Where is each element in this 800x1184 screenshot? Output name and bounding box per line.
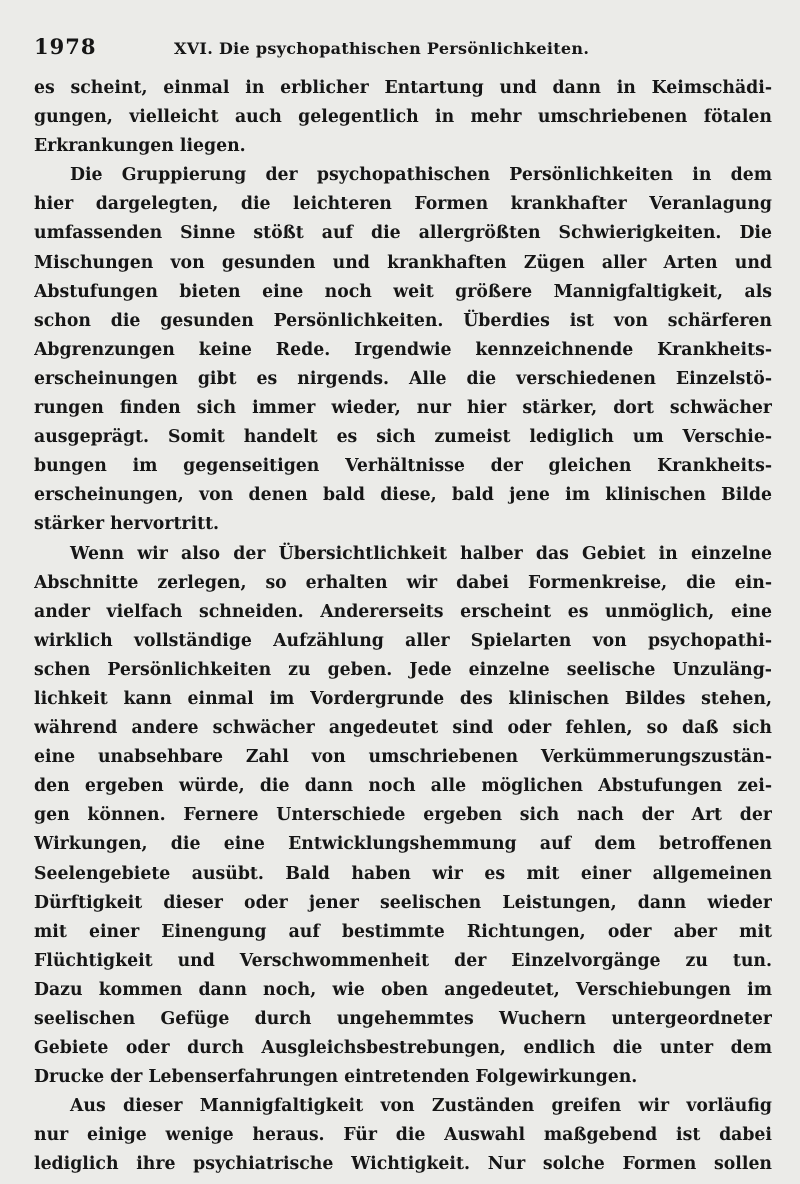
text-line: schon die gesunden Persönlichkeiten. Überdies ist von schärferen [34,310,772,331]
text-line: Abschnitte zerlegen, so erhalten wir dabei Formenkreise, die ein- [34,572,772,593]
text-line: Abgrenzungen keine Rede. Irgendwie kennzeichnende Krankheits- [34,339,772,360]
text-line: umfassenden Sinne stößt auf die allergrößten Schwierigkeiten. Die [34,223,772,244]
page-number: 1978 [34,34,97,59]
text-line: eine unabsehbare Zahl von umschriebenen Verkümmerungszustän- [34,747,772,768]
text-line: Gebiete oder durch Ausgleichsbestrebungen, endlich die unter dem [34,1038,772,1059]
text-line: schen Persönlichkeiten zu geben. Jede einzelne seelische Unzuläng- [34,659,772,680]
text-line: Flüchtigkeit und Verschwommenheit der Einzelvorgänge zu tun. [34,950,772,971]
text-line: während andere schwächer angedeutet sind oder fehlen, so daß sich [34,718,772,739]
text-line: rungen finden sich immer wieder, nur hier stärker, dort schwächer [34,398,772,419]
text-line: gungen, vielleicht auch gelegentlich in mehr umschriebenen fötalen [34,107,772,128]
text-line: ander vielfach schneiden. Andererseits erscheint es unmöglich, eine [34,601,772,622]
text-line: Mischungen von gesunden und krankhaften Zügen aller Arten und [34,252,772,273]
text-line: es scheint, einmal in erblicher Entartung und dann in Keimschädi- [34,78,772,98]
text-line: den ergeben würde, die dann noch alle möglichen Abstufungen zei- [34,776,772,797]
text-line: lichkeit kann einmal im Vordergrunde des klinischen Bildes stehen, [34,688,772,709]
text-line: gen können. Fernere Unterschiede ergeben sich nach der Art der [34,805,772,826]
paragraph-start-line: Aus dieser Mannigfaltigkeit von Zuständen greifen wir vorläufig [70,1096,772,1117]
text-line: hier dargelegten, die leichteren Formen krankhafter Veranlagung [34,194,772,215]
text-line: Erkrankungen liegen. [34,136,246,157]
text-line: Abstufungen bieten eine noch weit größere Mannigfaltigkeit, als [34,281,772,302]
page-header [34,34,772,74]
text-line: bungen im gegenseitigen Verhältnisse der gleichen Krankheits- [34,456,772,477]
text-line: wirklich vollständige Aufzählung aller Spielarten von psychopathi- [34,630,772,651]
text-line: Seelengebiete ausübt. Bald haben wir es mit einer allgemeinen [34,863,772,884]
text-line: nur einige wenige heraus. Für die Auswahl maßgebend ist dabei [34,1125,772,1146]
text-line: seelischen Gefüge durch ungehemmtes Wuchern untergeordneter [34,1009,772,1029]
text-line: mit einer Einengung auf bestimmte Richtungen, oder aber mit [34,921,772,942]
body-text [34,74,772,1180]
text-line: Wirkungen, die eine Entwicklungshemmung auf dem betroffenen [34,834,772,855]
text-line: erscheinungen gibt es nirgends. Alle die verschiedenen Einzelstö- [34,368,772,389]
text-line: ausgeprägt. Somit handelt es sich zumeist lediglich um Verschie- [34,427,772,448]
text-line: Drucke der Lebenserfahrungen eintretenden Folgewirkungen. [34,1067,638,1088]
running-title: XVI. Die psychopathischen Persönlichkeiten. [174,39,590,58]
text-line: Dürftigkeit dieser oder jener seelischen Leistungen, dann wieder [34,892,772,913]
text-line: lediglich ihre psychiatrische Wichtigkeit. Nur solche Formen sollen [34,1154,772,1175]
paragraph-start-line: Wenn wir also der Übersichtlichkeit halber das Gebiet in einzelne [70,543,772,564]
text-line: erscheinungen, von denen bald diese, bald jene im klinischen Bilde [34,485,772,506]
paragraph-start-line: Die Gruppierung der psychopathischen Persönlichkeiten in dem [70,165,772,186]
text-line: stärker hervortritt. [34,514,220,535]
text-line: Dazu kommen dann noch, wie oben angedeutet, Verschiebungen im [34,979,772,1000]
